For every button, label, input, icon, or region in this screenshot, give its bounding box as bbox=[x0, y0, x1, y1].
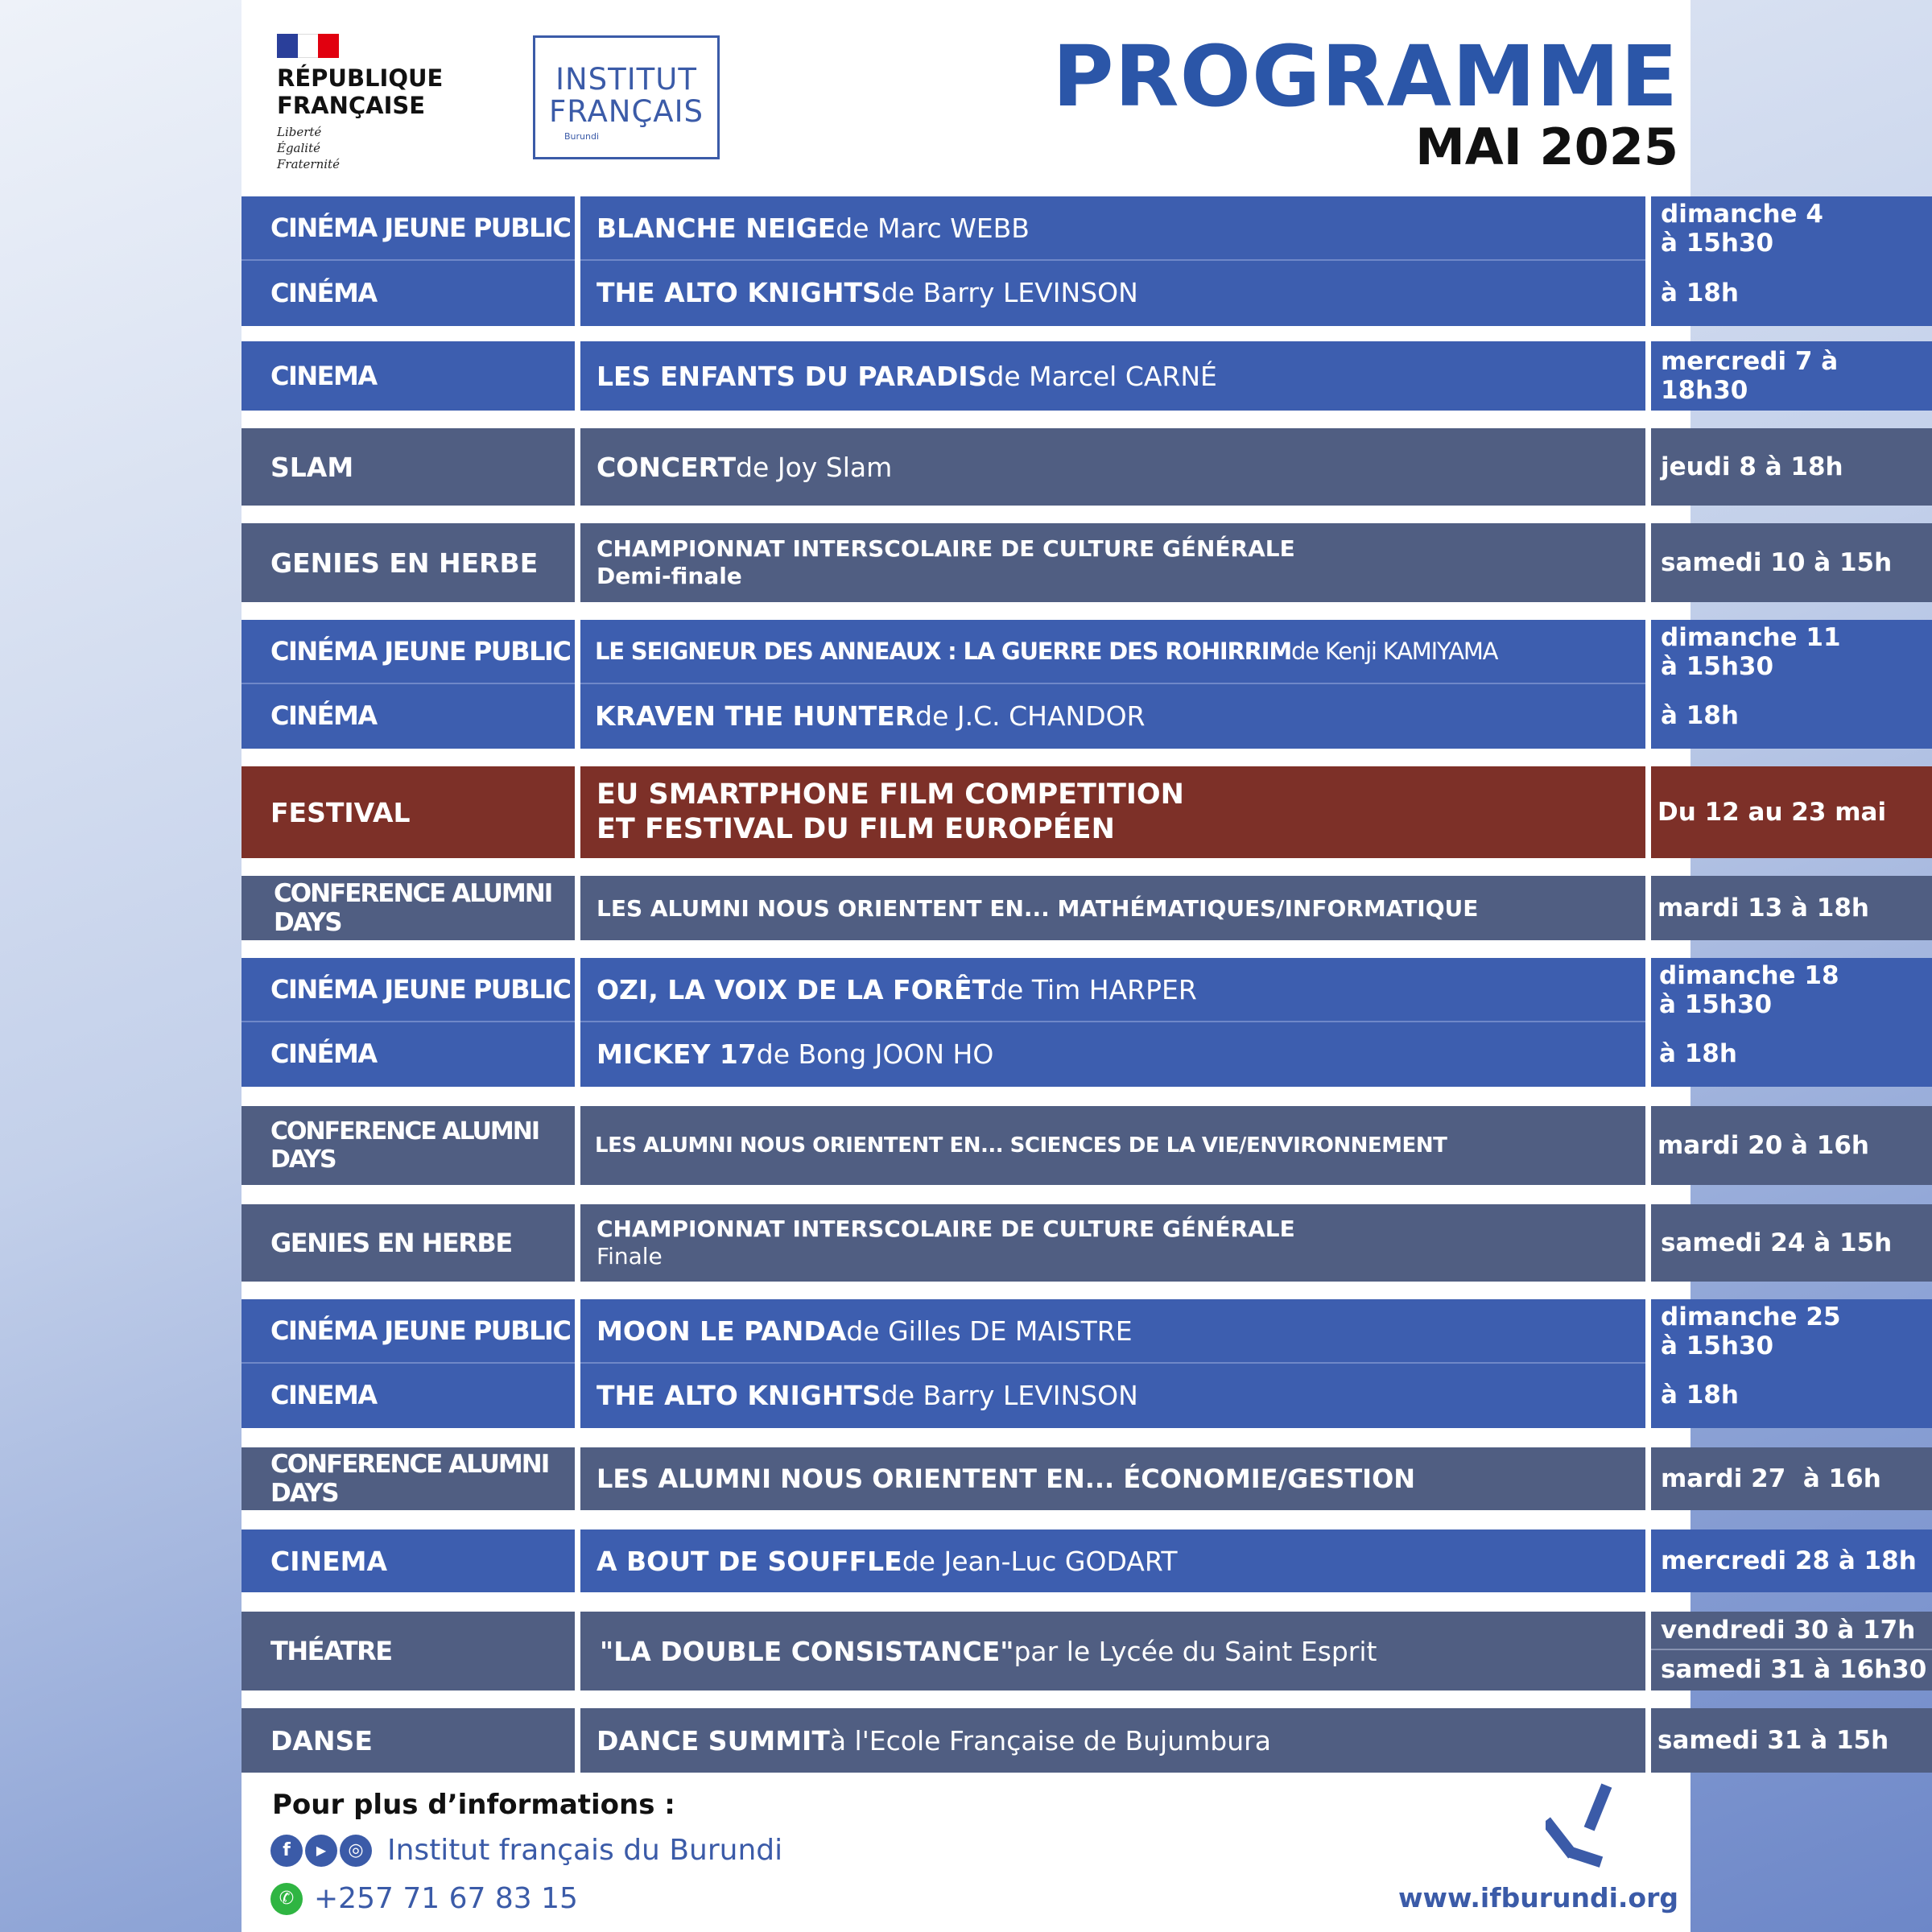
event-title: BLANCHE NEIGE de Marc WEBB bbox=[580, 196, 1645, 261]
event-title: LES ALUMNI NOUS ORIENTENT EN... SCIENCES DE LA VIE/ENVIRONNEMENT bbox=[595, 1133, 1447, 1158]
event-row bbox=[242, 1204, 1893, 1282]
event-date: dimanche 25 à 15h30 bbox=[1661, 1302, 1841, 1360]
category-label: CINÉMA bbox=[270, 700, 377, 731]
rf-motto: Liberté Égalité Fraternité bbox=[277, 125, 340, 171]
category-label: CINÉMA bbox=[270, 1038, 377, 1069]
event-date: samedi 24 à 15h bbox=[1661, 1228, 1893, 1257]
event-row bbox=[242, 1708, 1889, 1773]
event-date: samedi 31 à 16h30 bbox=[1661, 1655, 1927, 1684]
event-title: LE SEIGNEUR DES ANNEAUX : LA GUERRE DES ROHIRRIM de Kenji KAMIYAMA bbox=[580, 620, 1645, 684]
category-label: CONFERENCE ALUMNI DAYS bbox=[274, 879, 552, 937]
programme-sheet bbox=[242, 0, 1927, 1932]
event-row bbox=[242, 1106, 1869, 1185]
event-date: mardi 20 à 16h bbox=[1657, 1131, 1869, 1160]
event-date: samedi 10 à 15h bbox=[1661, 548, 1893, 577]
event-title: CHAMPIONNAT INTERSCOLAIRE DE CULTURE GÉNÉRALE Demi-finale bbox=[597, 535, 1295, 589]
category-label: CINÉMA JEUNE PUBLIC bbox=[242, 196, 575, 261]
programme-title bbox=[1052, 27, 1678, 176]
event-title: CONCERT de Joy Slam bbox=[597, 451, 893, 483]
event-title: OZI, LA VOIX DE LA FORÊT de Tim HARPER bbox=[580, 958, 1645, 1022]
event-date: mercredi 28 à 18h bbox=[1661, 1546, 1917, 1575]
category-label: CINEMA bbox=[270, 361, 377, 391]
event-title: LES ALUMNI NOUS ORIENTENT EN... MATHÉMATIQUES/INFORMATIQUE bbox=[597, 894, 1479, 922]
event-title: THE ALTO KNIGHTS de Barry LEVINSON bbox=[597, 1379, 1138, 1411]
event-date: dimanche 18 à 15h30 bbox=[1659, 961, 1839, 1019]
event-title: KRAVEN THE HUNTER de J.C. CHANDOR bbox=[595, 700, 1146, 732]
event-date: à 18h bbox=[1659, 1039, 1737, 1068]
category-label: SLAM bbox=[270, 451, 354, 483]
event-date: mardi 27 à 16h bbox=[1661, 1464, 1881, 1493]
event-date: à 18h bbox=[1661, 278, 1739, 308]
event-date: samedi 31 à 15h bbox=[1657, 1726, 1889, 1755]
event-date: mardi 13 à 18h bbox=[1657, 894, 1869, 923]
event-date: dimanche 11 à 15h30 bbox=[1661, 623, 1841, 681]
facebook-icon[interactable]: f bbox=[270, 1835, 303, 1867]
event-title: LES ENFANTS DU PARADIS de Marcel CARNÉ bbox=[597, 360, 1217, 392]
event-row bbox=[242, 1612, 1927, 1690]
category-label: CONFERENCE ALUMNI DAYS bbox=[270, 1450, 549, 1508]
event-row bbox=[242, 1447, 1881, 1510]
category-label: CINÉMA bbox=[270, 277, 377, 308]
event-row bbox=[242, 1299, 1841, 1428]
republique-francaise-logo bbox=[277, 34, 443, 172]
event-row bbox=[242, 876, 1869, 940]
event-title: EU SMARTPHONE FILM COMPETITION ET FESTIVAL DU FILM EUROPÉEN bbox=[597, 778, 1184, 845]
page-title: PROGRAMME bbox=[1052, 27, 1678, 126]
whatsapp-icon[interactable]: ✆ bbox=[270, 1883, 303, 1915]
category-label: CINEMA bbox=[270, 1545, 388, 1577]
event-date: dimanche 4 à 15h30 bbox=[1661, 200, 1823, 258]
event-title: DANCE SUMMIT à l'Ecole Française de Bujumbura bbox=[597, 1724, 1271, 1757]
month-label: MAI 2025 bbox=[1415, 118, 1678, 176]
category-label: CINÉMA JEUNE PUBLIC bbox=[242, 1299, 575, 1364]
category-label: THÉATRE bbox=[270, 1636, 392, 1666]
category-label: CINÉMA JEUNE PUBLIC bbox=[242, 620, 575, 684]
event-row bbox=[242, 523, 1893, 602]
social-account-name[interactable]: Institut français du Burundi bbox=[387, 1834, 783, 1867]
event-title: A BOUT DE SOUFFLE de Jean-Luc GODART bbox=[597, 1545, 1178, 1577]
event-title: LES ALUMNI NOUS ORIENTENT EN... ÉCONOMIE/GESTION bbox=[597, 1463, 1416, 1494]
event-title: MICKEY 17 de Bong JOON HO bbox=[597, 1038, 994, 1070]
event-date: Du 12 au 23 mai bbox=[1657, 798, 1887, 827]
event-row bbox=[242, 196, 1823, 326]
event-row bbox=[242, 341, 1839, 411]
event-title: "LA DOUBLE CONSISTANCE" par le Lycée du Saint Esprit bbox=[600, 1635, 1377, 1667]
event-date: à 18h bbox=[1661, 701, 1739, 730]
event-row bbox=[242, 428, 1843, 506]
rf-name: RÉPUBLIQUE FRANÇAISE bbox=[277, 64, 444, 119]
youtube-icon[interactable]: ▶ bbox=[305, 1835, 337, 1867]
event-date: jeudi 8 à 18h bbox=[1661, 452, 1843, 481]
website-link[interactable]: www.ifburundi.org bbox=[1398, 1882, 1678, 1913]
category-label: GENIES EN HERBE bbox=[270, 547, 539, 579]
category-label: CINEMA bbox=[270, 1380, 377, 1410]
event-row bbox=[242, 958, 1839, 1087]
category-label: CONFERENCE ALUMNI DAYS bbox=[270, 1117, 539, 1174]
event-date: mercredi 7 à 18h30 bbox=[1661, 347, 1839, 405]
category-label: DANSE bbox=[270, 1724, 373, 1757]
category-label: GENIES EN HERBE bbox=[270, 1228, 512, 1258]
institut-francais-logo: INSTITUT FRANÇAIS Burundi bbox=[533, 35, 720, 159]
category-label: FESTIVAL bbox=[270, 796, 411, 828]
event-row bbox=[242, 620, 1841, 749]
phone-number[interactable]: +257 71 67 83 15 bbox=[314, 1882, 578, 1915]
event-date: à 18h bbox=[1661, 1381, 1739, 1410]
french-flag-icon bbox=[277, 34, 339, 58]
institut-mark-icon bbox=[1546, 1781, 1626, 1877]
event-date: vendredi 30 à 17h bbox=[1651, 1612, 1932, 1650]
whatsapp-contact[interactable] bbox=[270, 1882, 578, 1915]
category-label: CINÉMA JEUNE PUBLIC bbox=[242, 958, 575, 1022]
event-row bbox=[242, 1530, 1917, 1592]
event-title: THE ALTO KNIGHTS de Barry LEVINSON bbox=[597, 277, 1138, 308]
event-title: CHAMPIONNAT INTERSCOLAIRE DE CULTURE GÉNÉRALE Finale bbox=[597, 1216, 1295, 1269]
event-row-festival bbox=[242, 766, 1887, 858]
instagram-icon[interactable]: ◎ bbox=[340, 1835, 372, 1867]
event-title: MOON LE PANDA de Gilles DE MAISTRE bbox=[580, 1299, 1645, 1364]
social-links[interactable] bbox=[270, 1834, 782, 1867]
info-label: Pour plus d’informations : bbox=[272, 1789, 675, 1821]
